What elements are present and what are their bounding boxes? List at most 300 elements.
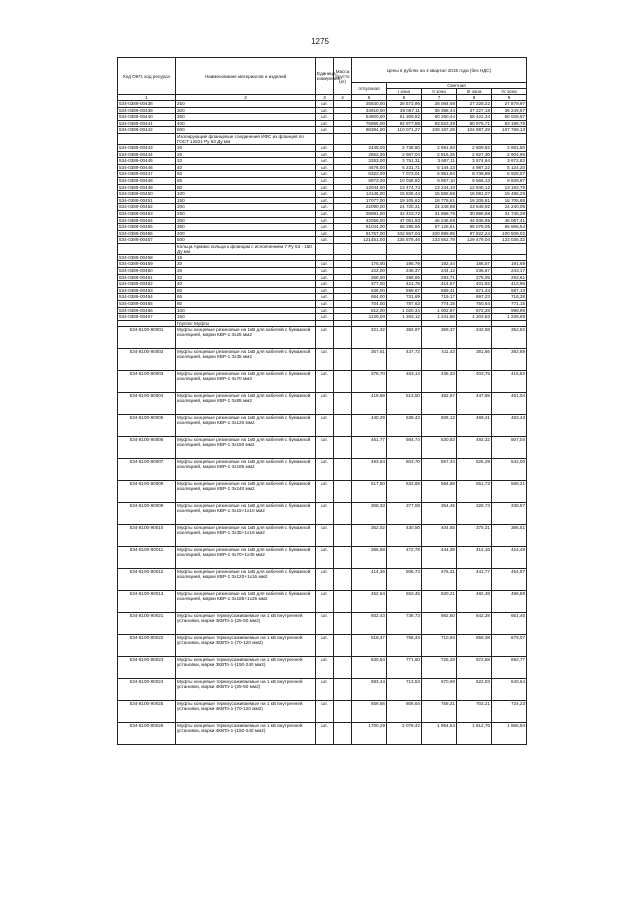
cell-z3: 275,05 — [457, 274, 492, 281]
cell-mass — [334, 314, 352, 321]
cell-unit: шт. — [316, 437, 334, 459]
cell-release: 308,33 — [352, 503, 387, 525]
cell-code: 534-8100-90007 — [118, 459, 176, 481]
cell-mass — [334, 197, 352, 204]
cell-mass — [334, 210, 352, 217]
cell-empty — [457, 243, 492, 254]
cell-z4: 483,43 — [492, 415, 527, 437]
table-row — [118, 217, 527, 224]
cell-z2: 520,21 — [422, 591, 457, 613]
cell-mass — [334, 274, 352, 281]
cell-release: 452,54 — [352, 591, 387, 613]
cell-z3: 236,67 — [457, 268, 492, 275]
cell-mass — [334, 459, 352, 481]
cell-mass — [334, 144, 352, 151]
cell-z2: 9 867,10 — [422, 177, 457, 184]
cell-z1: 506,74 — [387, 569, 422, 591]
cell-z3: 622,03 — [457, 679, 492, 701]
cell-mass — [334, 191, 352, 198]
cell-unit: шт. — [316, 171, 334, 178]
cell-mass — [334, 177, 352, 184]
cell-z2: 13 244,10 — [422, 184, 457, 191]
cell-mass — [334, 261, 352, 268]
cell-z1: 632,88 — [387, 481, 422, 503]
header-colnum-3: 3 — [316, 95, 334, 101]
cell-z3: 659,38 — [457, 635, 492, 657]
cell-z2: 60 260,44 — [422, 114, 457, 121]
cell-mass — [334, 613, 352, 635]
cell-code: 534-8100-90006 — [118, 437, 176, 459]
cell-release: 659,56 — [352, 701, 387, 723]
cell-z4: 386,51 — [492, 525, 527, 547]
cell-name: 250 — [176, 210, 316, 217]
cell-z1: 463,14 — [387, 371, 422, 393]
cell-name: 80 — [176, 184, 316, 191]
cell-unit: шт. — [316, 723, 334, 745]
cell-z3: 1 812,76 — [457, 723, 492, 745]
cell-release: 121451,00 — [352, 237, 387, 244]
cell-name: Муфты концевые резиновые на 1кВ для кабелей с бумажной изоляцией, марки КВР-1 3х95 мм2 — [176, 393, 316, 415]
cell-z2: 83 523,39 — [422, 120, 457, 127]
cell-unit: шт. — [316, 237, 334, 244]
cell-name: Муфты концевые термоусаживаемые на 1 кВ внутренней установки, марки 3КВТп-1-(150-240 мм2) — [176, 657, 316, 679]
cell-mass — [334, 393, 352, 415]
cell-name: Муфты концевые резиновые на 1кВ для кабелей с бумажной изоляцией, марки КВР-1 3х240 мм2 — [176, 481, 316, 503]
cell-z1: 15 826,44 — [387, 191, 422, 198]
cell-z3: 65 079,05 — [457, 224, 492, 231]
cell-z2: 28 084,68 — [422, 101, 457, 108]
cell-z3: 972,28 — [457, 307, 492, 314]
cell-z3 — [457, 254, 492, 261]
table-row — [118, 679, 527, 701]
table-row — [118, 314, 527, 321]
cell-mass — [334, 307, 352, 314]
cell-z4: 13 192,79 — [492, 184, 527, 191]
cell-unit: шт. — [316, 307, 334, 314]
cell-z1: 421,78 — [387, 281, 422, 288]
table-row — [118, 307, 527, 314]
cell-z1: 68 295,56 — [387, 224, 422, 231]
header-colnum-7: 7 — [422, 95, 457, 101]
cell-z2: 725,28 — [422, 657, 457, 679]
cell-z1: 61 309,82 — [387, 114, 422, 121]
cell-z3: 37 227,18 — [457, 107, 492, 114]
cell-z3: 703,21 — [457, 701, 492, 723]
cell-code: 534-0389-00457 — [118, 237, 176, 244]
cell-z2: 435,33 — [422, 371, 457, 393]
cell-name: 50 — [176, 171, 316, 178]
cell-unit: шт. — [316, 301, 334, 308]
cell-code: 534-0389-00441 — [118, 120, 176, 127]
cell-name: Муфты концевые термоусаживаемые на 1 кВ внутренней установки, марки 3КВТп-1-(25-50 мм2) — [176, 613, 316, 635]
cell-name: 40 — [176, 164, 316, 171]
cell-mass — [334, 171, 352, 178]
cell-name: 20 — [176, 261, 316, 268]
cell-z4: 3 672,82 — [492, 158, 527, 165]
cell-empty — [316, 243, 334, 254]
cell-z2: 758,21 — [422, 701, 457, 723]
cell-unit: шт. — [316, 281, 334, 288]
table-row — [118, 268, 527, 275]
cell-unit: шт. — [316, 481, 334, 503]
cell-mass — [334, 723, 352, 745]
cell-release: 414,36 — [352, 569, 387, 591]
cell-z1: 472,78 — [387, 547, 422, 569]
cell-code — [118, 320, 176, 327]
cell-release: 34919,00 — [352, 107, 387, 114]
cell-code: 534-0389-00465 — [118, 301, 176, 308]
cell-release: 461,77 — [352, 437, 387, 459]
cell-mass — [334, 287, 352, 294]
table-row — [118, 635, 527, 657]
cell-mass — [334, 547, 352, 569]
table-row — [118, 281, 527, 288]
cell-z4: 2 681,50 — [492, 144, 527, 151]
cell-unit: шт. — [316, 268, 334, 275]
cell-z4: 2 904,95 — [492, 151, 527, 158]
cell-mass — [334, 268, 352, 275]
table-row — [118, 723, 527, 745]
cell-z2: 18 778,61 — [422, 197, 457, 204]
cell-z2: 283,71 — [422, 274, 457, 281]
cell-unit: шт. — [316, 701, 334, 723]
cell-name: Муфты концевые резиновые на 1кВ для кабелей с бумажной изоляцией, марки КВР-1 3х35 мм2 — [176, 349, 316, 371]
cell-release: 536,00 — [352, 287, 387, 294]
table-row — [118, 393, 527, 415]
cell-z2: 506,12 — [422, 415, 457, 437]
cell-unit: шт. — [316, 657, 334, 679]
cell-release: 91757,00 — [352, 230, 387, 237]
cell-z3: 381,56 — [457, 349, 492, 371]
cell-code: 534-0389-00445 — [118, 158, 176, 165]
cell-code: 534-8100-90025 — [118, 701, 176, 723]
cell-empty — [334, 320, 352, 327]
cell-z1: 32 423,72 — [387, 210, 422, 217]
cell-z2: 589,41 — [422, 287, 457, 294]
cell-mass — [334, 294, 352, 301]
cell-z1: 731,69 — [387, 294, 422, 301]
table-row — [118, 371, 527, 393]
header-code: Код ОКП, код ресурса — [118, 58, 176, 95]
cell-unit: шт. — [316, 314, 334, 321]
header-zone-1: I зона — [387, 89, 422, 95]
cell-release: 222,00 — [352, 268, 387, 275]
cell-unit: шт. — [316, 635, 334, 657]
cell-name: Муфты концевые термоусаживаемые на 1 кВ внутренней установки, марки 4КВТп-1-(70-120 мм2) — [176, 701, 316, 723]
cell-z3: 342,58 — [457, 327, 492, 349]
header-name: Наименование материалов и изделий — [176, 58, 316, 95]
cell-z4: 352,82 — [492, 327, 527, 349]
cell-release: 175,00 — [352, 261, 387, 268]
cell-code: 534-0389-00440 — [118, 114, 176, 121]
table-row — [118, 301, 527, 308]
cell-z1: 248,37 — [387, 268, 422, 275]
cell-mass — [334, 525, 352, 547]
cell-release: 25540,00 — [352, 101, 387, 108]
cell-z2: 476,31 — [422, 569, 457, 591]
cell-z3: 80 975,71 — [457, 120, 492, 127]
cell-code: 534-0389-00443 — [118, 144, 176, 151]
cell-unit: шт. — [316, 184, 334, 191]
cell-z3: 1 203,63 — [457, 314, 492, 321]
cell-unit: шт. — [316, 107, 334, 114]
cell-z4: 716,38 — [492, 294, 527, 301]
cell-mass — [334, 204, 352, 211]
cell-code: 534-8100-90002 — [118, 349, 176, 371]
cell-empty — [334, 133, 352, 144]
cell-release: 654,00 — [352, 294, 387, 301]
cell-z3: 97 822,24 — [457, 230, 492, 237]
cell-z4: 415,82 — [492, 371, 527, 393]
cell-z2: 24 249,98 — [422, 204, 457, 211]
cell-name: 150 — [176, 314, 316, 321]
table-row — [118, 569, 527, 591]
cell-z3: 44 835,95 — [457, 217, 492, 224]
cell-z3: 15 081,07 — [457, 191, 492, 198]
table-row — [118, 547, 527, 569]
cell-unit: шт. — [316, 224, 334, 231]
cell-z2: 594,88 — [422, 481, 457, 503]
cell-z2: 692,50 — [422, 613, 457, 635]
table-row — [118, 237, 527, 244]
cell-mass — [334, 327, 352, 349]
cell-z1: 1 263,12 — [387, 314, 422, 321]
cell-z3: 526,29 — [457, 459, 492, 481]
cell-z4: 66 866,54 — [492, 224, 527, 231]
cell-mass — [334, 127, 352, 134]
cell-z1: 10 038,92 — [387, 177, 422, 184]
cell-release: 54800,00 — [352, 114, 387, 121]
cell-name: Муфты концевые резиновые на 1кВ для кабелей с бумажной изоляцией, марки КВР-1 3х120+1х16 мм2 — [176, 569, 316, 591]
cell-z2: 1 002,87 — [422, 307, 457, 314]
cell-z3: 2 609,82 — [457, 144, 492, 151]
cell-mass — [334, 481, 352, 503]
cell-z1: 377,08 — [387, 503, 422, 525]
cell-release: 98384,00 — [352, 127, 387, 134]
cell-release: 386,58 — [352, 547, 387, 569]
table-row — [118, 191, 527, 198]
cell-z4: 679,07 — [492, 635, 527, 657]
cell-code: 534-0389-00451 — [118, 197, 176, 204]
cell-release: 440,29 — [352, 415, 387, 437]
cell-z1: 430,50 — [387, 525, 422, 547]
section-header — [118, 243, 527, 254]
cell-code: 534-8100-90011 — [118, 547, 176, 569]
header-unit: Единица измерения — [316, 58, 334, 95]
cell-mass — [334, 437, 352, 459]
price-table — [117, 57, 527, 745]
cell-z3: 642,28 — [457, 613, 492, 635]
cell-release: 2448,00 — [352, 144, 387, 151]
cell-release: 42056,00 — [352, 217, 387, 224]
cell-unit — [316, 254, 334, 261]
cell-unit: шт. — [316, 177, 334, 184]
cell-z4: 998,99 — [492, 307, 527, 314]
cell-z1: 13 474,74 — [387, 184, 422, 191]
cell-z4: 5 124,20 — [492, 164, 527, 171]
cell-code: 534-8100-90023 — [118, 657, 176, 679]
cell-z4: 692,77 — [492, 657, 527, 679]
cell-unit: шт. — [316, 210, 334, 217]
cell-z3: 750,54 — [457, 301, 492, 308]
cell-mass — [334, 657, 352, 679]
cell-unit: шт. — [316, 217, 334, 224]
cell-release: 377,00 — [352, 281, 387, 288]
cell-z4: 454,97 — [492, 569, 527, 591]
cell-empty — [457, 133, 492, 144]
cell-empty — [387, 243, 422, 254]
cell-unit: шт. — [316, 101, 334, 108]
cell-z3: 4 987,22 — [457, 164, 492, 171]
cell-name: 300 — [176, 107, 316, 114]
cell-release: 517,50 — [352, 481, 387, 503]
cell-z2: 108 187,29 — [422, 127, 457, 134]
cell-empty — [387, 133, 422, 144]
header-zone-2: II зона — [422, 89, 457, 95]
cell-release: 1129,00 — [352, 314, 387, 321]
cell-unit: шт. — [316, 415, 334, 437]
page-number: 1275 — [311, 37, 329, 46]
cell-code: 534-8100-90024 — [118, 679, 176, 701]
cell-z4: 100 509,02 — [492, 230, 527, 237]
cell-z1: 736,73 — [387, 613, 422, 635]
cell-code: 534-0389-00458 — [118, 254, 176, 261]
cell-z4: 282,61 — [492, 274, 527, 281]
cell-empty — [422, 320, 457, 327]
cell-z2: 46 246,59 — [422, 217, 457, 224]
cell-name: 150 — [176, 197, 316, 204]
cell-z3: 18 205,81 — [457, 197, 492, 204]
cell-unit: шт. — [316, 371, 334, 393]
cell-z4: 133 035,32 — [492, 237, 527, 244]
cell-z2: 710,93 — [422, 635, 457, 657]
cell-code: 534-8100-90012 — [118, 569, 176, 591]
cell-z3: 403,75 — [457, 371, 492, 393]
cell-z2: 444,39 — [422, 547, 457, 569]
cell-empty — [457, 320, 492, 327]
cell-mass — [334, 120, 352, 127]
cell-code: 534-0389-00462 — [118, 281, 176, 288]
cell-z1: 1 020,34 — [387, 307, 422, 314]
cell-z4: 243,17 — [492, 268, 527, 275]
header-colnum-9: 9 — [492, 95, 527, 101]
cell-z1: 47 051,93 — [387, 217, 422, 224]
cell-release: 12044,00 — [352, 184, 387, 191]
cell-z1: 538,43 — [387, 415, 422, 437]
cell-mass — [334, 503, 352, 525]
cell-z2: 67 126,61 — [422, 224, 457, 231]
header-prices: Цены в рублях на 4 квартал 2015 года (без НДС) — [352, 58, 527, 83]
cell-z3: 3 574,64 — [457, 158, 492, 165]
cell-code: 534-0389-00452 — [118, 204, 176, 211]
cell-z3: 9 566,13 — [457, 177, 492, 184]
table-body — [118, 101, 527, 745]
cell-z2: 369,37 — [422, 327, 457, 349]
cell-z4: 107 768,13 — [492, 127, 527, 134]
table-row — [118, 525, 527, 547]
cell-name: Муфты концевые резиновые на 1кВ для кабелей с бумажной изоляцией, марки КВР-1 3х185+1х25 мм2 — [176, 591, 316, 613]
cell-release: 75955,00 — [352, 120, 387, 127]
cell-code — [118, 243, 176, 254]
cell-mass — [334, 164, 352, 171]
cell-unit: шт. — [316, 144, 334, 151]
section-header-label: Изолирующие фланцевые соединения ИФС из фланцев по ГОСТ 12821 Ру 63 Ду мм — [176, 133, 316, 144]
cell-z2: 192,44 — [422, 261, 457, 268]
cell-mass — [334, 349, 352, 371]
cell-empty — [492, 243, 527, 254]
cell-release: 17077,00 — [352, 197, 387, 204]
header-release: отпускная — [352, 83, 387, 95]
cell-name: 100 — [176, 191, 316, 198]
cell-name: 350 — [176, 224, 316, 231]
cell-z1: 771,60 — [387, 657, 422, 679]
cell-empty — [492, 133, 527, 144]
cell-mass — [334, 371, 352, 393]
cell-mass — [334, 158, 352, 165]
cell-unit: шт. — [316, 613, 334, 635]
cell-release: 419,88 — [352, 393, 387, 415]
table-row — [118, 177, 527, 184]
cell-mass — [334, 184, 352, 191]
cell-z2: 411,43 — [422, 349, 457, 371]
table-row — [118, 287, 527, 294]
cell-name: Муфты концевые термоусаживаемые на 1 кВ внутренней установки, марки 3КВТп-1-(70-120 мм2) — [176, 635, 316, 657]
table-row — [118, 144, 527, 151]
cell-z3: 551,73 — [457, 481, 492, 503]
cell-code: 534-0389-00439 — [118, 107, 176, 114]
cell-mass — [334, 415, 352, 437]
cell-empty — [422, 243, 457, 254]
cell-mass — [334, 679, 352, 701]
cell-z1: 7 073,01 — [387, 171, 422, 178]
table-row — [118, 459, 527, 481]
cell-z3: 672,68 — [457, 657, 492, 679]
table-row — [118, 591, 527, 613]
cell-code: 534-0389-00467 — [118, 314, 176, 321]
cell-z1: 5 231,71 — [387, 164, 422, 171]
cell-z2: 1 954,54 — [422, 723, 457, 745]
cell-name: Муфты концевые термоусаживаемые на 1 кВ внутренней установки, марки 4КВТп-1-(25-50 мм2) — [176, 679, 316, 701]
cell-z1: 195,79 — [387, 261, 422, 268]
cell-z3: 129 479,04 — [457, 237, 492, 244]
cell-name: 50 — [176, 287, 316, 294]
cell-name: Муфты концевые термоусаживаемые на 1 кВ внутренней установки, марки 4КВТп-1-(150-240 мм2) — [176, 723, 316, 745]
cell-release: 28981,00 — [352, 210, 387, 217]
cell-name: Муфты концевые резиновые на 1кВ для кабелей с бумажной изоляцией, марки КВР-1 3х35+1х16 мм2 — [176, 525, 316, 547]
cell-name: Муфты концевые резиновые на 1кВ для кабелей с бумажной изоляцией, марки КВР-1 3х25 мм2 — [176, 327, 316, 349]
cell-z4: 18 705,85 — [492, 197, 527, 204]
cell-name: 500 — [176, 237, 316, 244]
cell-mass — [334, 635, 352, 657]
table-row — [118, 481, 527, 503]
cell-z4: 424,48 — [492, 547, 527, 569]
cell-z2: 15 555,55 — [422, 191, 457, 198]
cell-z1: 756,34 — [387, 635, 422, 657]
cell-z2: 133 552,78 — [422, 237, 457, 244]
cell-name: 40 — [176, 281, 316, 288]
cell-z1: 102 657,04 — [387, 230, 422, 237]
cell-z1: 19 105,62 — [387, 197, 422, 204]
cell-name: 200 — [176, 204, 316, 211]
table-row — [118, 327, 527, 349]
cell-code: 534-0389-00459 — [118, 261, 176, 268]
cell-name: 32 — [176, 274, 316, 281]
cell-z4: 392,89 — [492, 349, 527, 371]
cell-name: 300 — [176, 217, 316, 224]
table-row — [118, 349, 527, 371]
cell-z3: 12 840,12 — [457, 184, 492, 191]
cell-z2 — [422, 254, 457, 261]
